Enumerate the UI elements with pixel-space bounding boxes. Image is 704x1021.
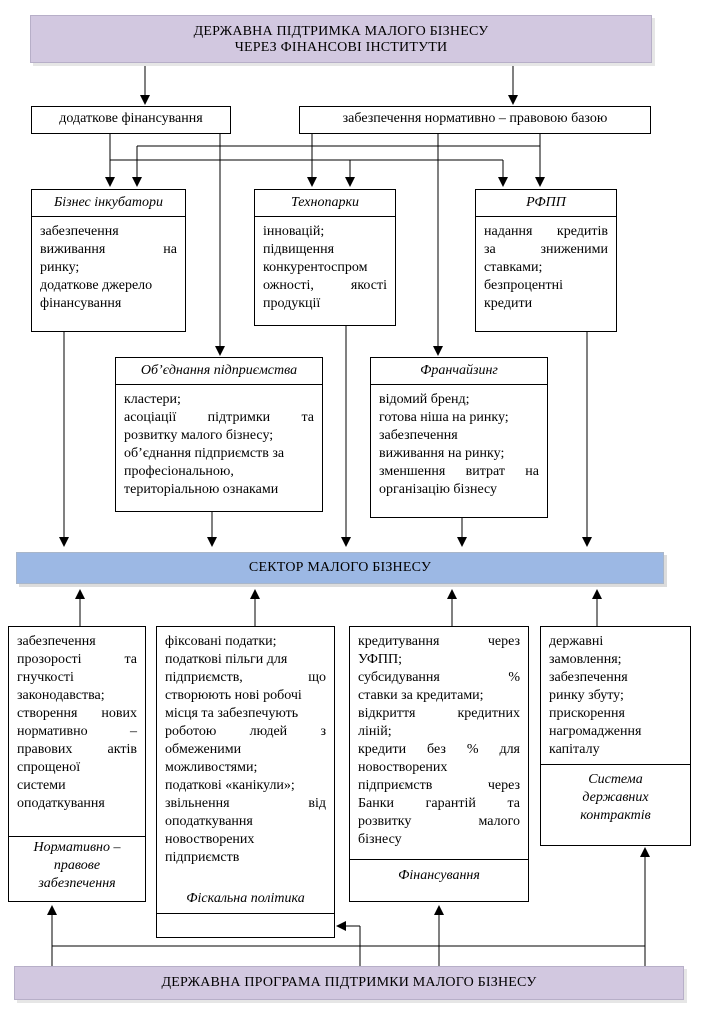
text-line: спрощеної: [17, 760, 81, 775]
text-line: системи: [17, 778, 66, 793]
enterprise-associations-box: [115, 357, 323, 512]
text-line: субсидування %: [358, 670, 520, 685]
text-line: безпроцентні: [484, 278, 564, 293]
enterprise-associations-title: Об’єднання підприємства: [116, 358, 322, 385]
regulatory-support-footer: [9, 836, 145, 901]
text-line: нормативно –: [17, 724, 137, 739]
small-business-sector-banner: [16, 552, 664, 584]
state-program-banner: [14, 966, 684, 1000]
government-contracts-box: [540, 626, 691, 846]
text-line: фінансування: [40, 296, 122, 311]
text-line: оподаткування: [165, 814, 253, 829]
text-line: ожності, якості: [263, 278, 387, 293]
text-line: кредити: [484, 296, 533, 311]
text-line: забезпечення: [17, 634, 96, 649]
text-line: нагромадження: [549, 724, 642, 739]
text-line: асоціації підтримки та: [124, 410, 314, 425]
government-contracts-footer: [541, 764, 690, 845]
text-line: Банки гарантій та: [358, 796, 520, 811]
text-line: оподаткування: [17, 796, 105, 811]
text-line: новостворених: [358, 760, 448, 775]
top-banner-line-1: ДЕРЖАВНА ПІДТРИМКА МАЛОГО БІЗНЕСУ: [193, 24, 489, 39]
text-line: прискорення: [549, 706, 625, 721]
footer-line: забезпечення: [38, 876, 116, 891]
text-line: за зниженими: [484, 242, 608, 257]
top-banner: [30, 15, 652, 63]
text-line: підприємств, що: [165, 670, 326, 685]
text-line: організацію бізнесу: [379, 482, 498, 497]
rfpp-box: [475, 189, 617, 332]
technoparks-title: Технопарки: [255, 190, 395, 217]
text-line: відомий бренд;: [379, 392, 470, 407]
business-incubators-box: [31, 189, 186, 332]
text-line: законодавства;: [17, 688, 105, 703]
additional-financing-label: додаткове фінансування: [59, 111, 203, 126]
text-line: кредитування через: [358, 634, 520, 649]
text-line: забезпечення: [40, 224, 119, 239]
business-incubators-title: Бізнес інкубатори: [32, 190, 185, 217]
state-program-label: ДЕРЖАВНА ПРОГРАМА ПІДТРИМКИ МАЛОГО БІЗНЕСУ: [161, 975, 537, 990]
text-line: підвищення: [263, 242, 335, 257]
legal-base-box: [299, 106, 651, 134]
text-line: звільнення від: [165, 796, 326, 811]
text-line: забезпечення: [549, 670, 628, 685]
text-line: обмеженими: [165, 742, 242, 757]
fiscal-policy-footer: Фіскальна політика: [186, 891, 305, 906]
text-line: податкові «канікули»;: [165, 778, 295, 793]
text-line: розвитку малого бізнесу;: [124, 428, 274, 443]
text-line: професіональною,: [124, 464, 234, 479]
text-line: податкові пільги для: [165, 652, 288, 667]
text-line: кластери;: [124, 392, 181, 407]
technoparks-box: [254, 189, 396, 326]
text-line: готова ніша на ринку;: [379, 410, 509, 425]
footer-line: державних: [582, 790, 649, 805]
text-line: новостворених: [165, 832, 255, 847]
text-line: фіксовані податки;: [165, 634, 277, 649]
text-line: підприємств через: [358, 778, 520, 793]
text-line: бізнесу: [358, 832, 402, 847]
text-line: виживання на: [40, 242, 177, 257]
footer-line: Система: [588, 772, 643, 787]
text-line: замовлення;: [549, 652, 622, 667]
text-line: капіталу: [549, 742, 600, 757]
text-line: ставки за кредитами;: [358, 688, 484, 703]
text-line: створення нових: [17, 706, 137, 721]
text-line: надання кредитів: [484, 224, 608, 239]
divider: [157, 913, 334, 914]
text-line: ринку;: [40, 260, 80, 275]
text-line: виживання на ринку;: [379, 446, 505, 461]
top-banner-line-2: ЧЕРЕЗ ФІНАНСОВІ ІНСТИТУТИ: [234, 40, 448, 55]
text-line: ставками;: [484, 260, 543, 275]
text-line: місця та забезпечують: [165, 706, 299, 721]
text-line: розвитку малого: [358, 814, 520, 829]
text-line: територіальною ознаками: [124, 482, 279, 497]
text-line: УФПП;: [358, 652, 403, 667]
text-line: можливостями;: [165, 760, 258, 775]
rfpp-title: РФПП: [476, 190, 616, 217]
text-line: інновацій;: [263, 224, 325, 239]
footer-line: правове: [53, 858, 101, 873]
franchising-box: [370, 357, 548, 518]
text-line: додаткове джерело: [40, 278, 153, 293]
text-line: конкурентоспром: [263, 260, 368, 275]
text-line: ринку збуту;: [549, 688, 624, 703]
text-line: продукції: [263, 296, 321, 311]
financing-footer: Фінансування: [350, 859, 528, 901]
text-line: роботою людей з: [165, 724, 326, 739]
text-line: прозорості та: [17, 652, 137, 667]
fiscal-policy-box: [156, 626, 335, 938]
legal-base-label: забезпечення нормативно – правовою базою: [342, 111, 608, 126]
text-line: створюють нові робочі: [165, 688, 302, 703]
additional-financing-box: [31, 106, 231, 134]
text-line: кредити без % для: [358, 742, 520, 757]
footer-line: контрактів: [580, 808, 651, 823]
regulatory-support-box: [8, 626, 146, 902]
text-line: зменшення витрат на: [379, 464, 539, 479]
text-line: відкриття кредитних: [358, 706, 520, 721]
text-line: правових актів: [17, 742, 137, 757]
text-line: забезпечення: [379, 428, 458, 443]
text-line: ліній;: [358, 724, 392, 739]
text-line: об’єднання підприємств за: [124, 446, 285, 461]
footer-line: Нормативно –: [33, 840, 121, 855]
small-business-sector-label: СЕКТОР МАЛОГО БІЗНЕСУ: [248, 560, 432, 575]
financing-box: [349, 626, 529, 902]
text-line: підприємств: [165, 850, 240, 865]
text-line: державні: [549, 634, 604, 649]
franchising-title: Франчайзинг: [371, 358, 547, 385]
text-line: гнучкості: [17, 670, 74, 685]
